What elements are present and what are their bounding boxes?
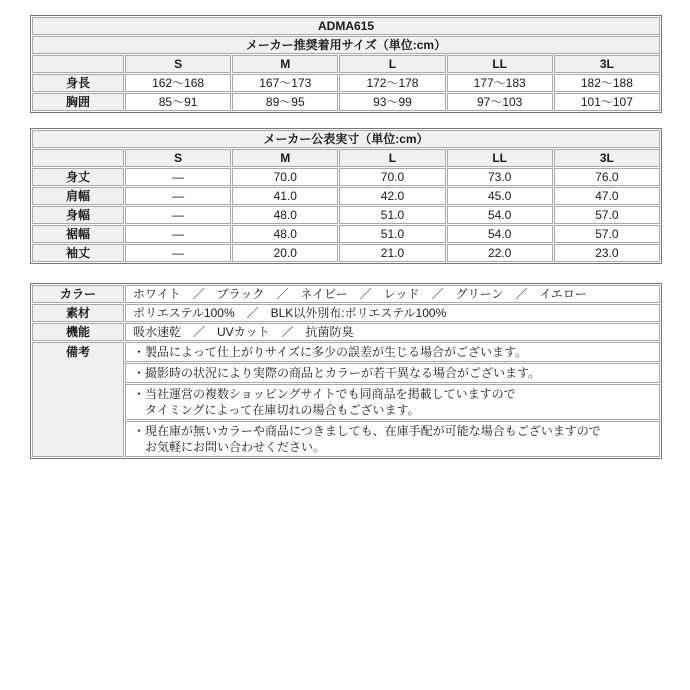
cell-value: 54.0 xyxy=(447,206,553,224)
col-header-l: L xyxy=(339,55,445,73)
table-row xyxy=(32,36,660,54)
cell-value: 73.0 xyxy=(447,168,553,186)
cell-value: 97～103 xyxy=(447,93,553,111)
recommended-size-table xyxy=(30,15,662,113)
cell-value: 57.0 xyxy=(554,225,660,243)
note-item xyxy=(125,421,660,457)
cell-value: 54.0 xyxy=(447,225,553,243)
table-row xyxy=(32,55,660,73)
actual-size-title: メーカー公表実寸（単位:cm） xyxy=(32,130,660,148)
cell-value: 177～183 xyxy=(447,74,553,92)
col-header-s: S xyxy=(125,149,231,167)
table-row xyxy=(32,244,660,262)
cell-value: 162～168 xyxy=(125,74,231,92)
row-label-notes: 備考 xyxy=(32,342,124,457)
cell-value: 47.0 xyxy=(554,187,660,205)
cell-value: 51.0 xyxy=(339,206,445,224)
row-label-body-length: 身丈 xyxy=(32,168,124,186)
cell-value: 42.0 xyxy=(339,187,445,205)
note-item xyxy=(125,342,660,362)
table-row xyxy=(32,130,660,148)
cell-value: ― xyxy=(125,244,231,262)
cell-value: 48.0 xyxy=(232,206,338,224)
note-text: ・撮影時の状況により実際の商品とカラーが若干異なる場合がございます。 xyxy=(133,366,541,380)
cell-value: 51.0 xyxy=(339,225,445,243)
corner-cell xyxy=(32,55,124,73)
col-header-m: M xyxy=(232,149,338,167)
material-value: ポリエステル100% ／ BLK以外別布:ポリエステル100% xyxy=(125,304,660,322)
row-label-height: 身長 xyxy=(32,74,124,92)
cell-value: 89～95 xyxy=(232,93,338,111)
cell-value: 101～107 xyxy=(554,93,660,111)
cell-value: ― xyxy=(125,168,231,186)
cell-value: 93～99 xyxy=(339,93,445,111)
row-label-shoulder-width: 肩幅 xyxy=(32,187,124,205)
note-text: ・製品によって仕上がりサイズに多少の誤差が生じる場合がございます。 xyxy=(133,345,528,359)
cell-value: 182～188 xyxy=(554,74,660,92)
col-header-l: L xyxy=(339,149,445,167)
row-label-color: カラー xyxy=(32,285,124,303)
note-text: ・当社運営の複数ショッピングサイトでも同商品を掲載していますので xyxy=(133,387,516,401)
col-header-ll: LL xyxy=(447,55,553,73)
row-label-material: 素材 xyxy=(32,304,124,322)
cell-value: 70.0 xyxy=(232,168,338,186)
table-row xyxy=(32,225,660,243)
color-list: ホワイト ／ ブラック ／ ネイビー ／ レッド ／ グリーン ／ イエロー xyxy=(125,285,660,303)
cell-value: 41.0 xyxy=(232,187,338,205)
cell-value: 21.0 xyxy=(339,244,445,262)
table-row xyxy=(32,187,660,205)
cell-value: ― xyxy=(125,187,231,205)
cell-value: 167～173 xyxy=(232,74,338,92)
cell-value: ― xyxy=(125,206,231,224)
cell-value: 20.0 xyxy=(232,244,338,262)
note-text: ・現在庫が無いカラーや商品につきましても、在庫手配が可能な場合もございますので xyxy=(133,424,601,438)
cell-value: 172～178 xyxy=(339,74,445,92)
table-row xyxy=(32,384,660,420)
cell-value: 70.0 xyxy=(339,168,445,186)
cell-value: 76.0 xyxy=(554,168,660,186)
col-header-3l: 3L xyxy=(554,55,660,73)
cell-value: 22.0 xyxy=(447,244,553,262)
table-row xyxy=(32,74,660,92)
table-row xyxy=(32,363,660,383)
note-text-continuation: タイミングによって在庫切れの場合もございます。 xyxy=(145,403,420,417)
row-label-body-width: 身幅 xyxy=(32,206,124,224)
row-label-function: 機能 xyxy=(32,323,124,341)
col-header-ll: LL xyxy=(447,149,553,167)
table-row xyxy=(32,93,660,111)
product-info-table xyxy=(30,283,662,459)
recommended-size-title: メーカー推奨着用サイズ（単位:cm） xyxy=(32,36,660,54)
function-value: 吸水速乾 ／ UVカット ／ 抗菌防臭 xyxy=(125,323,660,341)
row-label-chest: 胸囲 xyxy=(32,93,124,111)
corner-cell xyxy=(32,149,124,167)
cell-value: 45.0 xyxy=(447,187,553,205)
cell-value: 48.0 xyxy=(232,225,338,243)
cell-value: 23.0 xyxy=(554,244,660,262)
col-header-m: M xyxy=(232,55,338,73)
table-row xyxy=(32,149,660,167)
row-label-sleeve-length: 袖丈 xyxy=(32,244,124,262)
cell-value: 85～91 xyxy=(125,93,231,111)
note-item xyxy=(125,384,660,420)
table-row xyxy=(32,304,660,322)
table-row xyxy=(32,206,660,224)
col-header-s: S xyxy=(125,55,231,73)
cell-value: 57.0 xyxy=(554,206,660,224)
actual-size-table xyxy=(30,128,662,264)
table-row xyxy=(32,323,660,341)
col-header-3l: 3L xyxy=(554,149,660,167)
note-text-continuation: お気軽にお問い合わせください。 xyxy=(145,440,326,454)
note-item xyxy=(125,363,660,383)
table-row xyxy=(32,17,660,35)
table-row xyxy=(32,168,660,186)
product-code: ADMA615 xyxy=(32,17,660,35)
cell-value: ― xyxy=(125,225,231,243)
table-row xyxy=(32,421,660,457)
row-label-hem-width: 裾幅 xyxy=(32,225,124,243)
table-row xyxy=(32,342,660,362)
table-row xyxy=(32,285,660,303)
